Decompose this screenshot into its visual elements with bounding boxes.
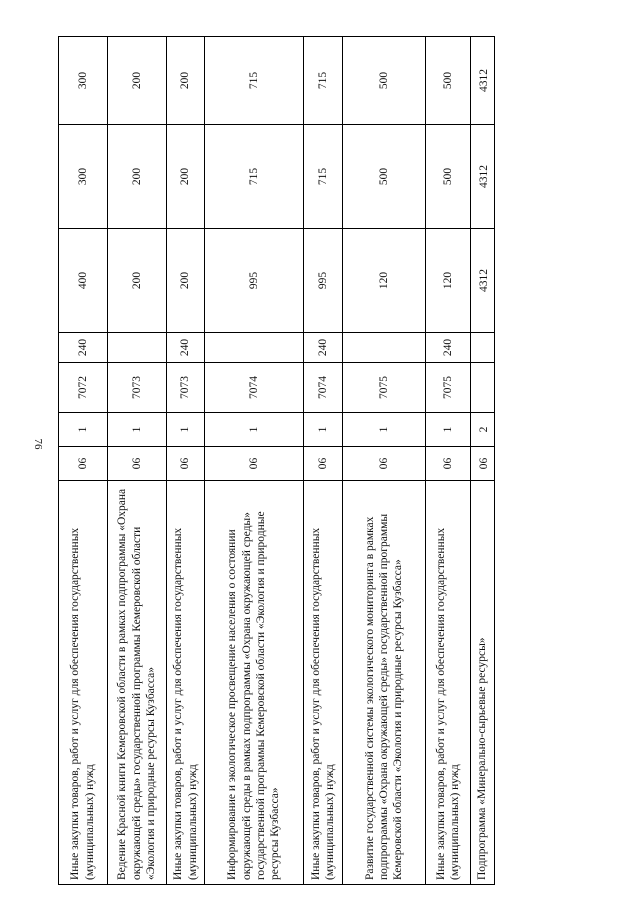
table-row bbox=[107, 37, 166, 885]
expense-type-code bbox=[343, 333, 426, 363]
table-row bbox=[303, 37, 342, 885]
subsection-code: 1 bbox=[343, 413, 426, 447]
amount-1: 120 bbox=[426, 229, 471, 333]
section-code: 06 bbox=[470, 447, 494, 481]
table-row bbox=[59, 37, 108, 885]
target-article-code bbox=[470, 363, 494, 413]
expense-type-code bbox=[107, 333, 166, 363]
amount-3: 4312 bbox=[470, 37, 494, 125]
subsection-code: 1 bbox=[166, 413, 204, 447]
target-article-code: 7072 bbox=[59, 363, 108, 413]
amount-2: 715 bbox=[303, 125, 342, 229]
expense-type-code bbox=[470, 333, 494, 363]
amount-1: 995 bbox=[205, 229, 304, 333]
subsection-code: 1 bbox=[426, 413, 471, 447]
expense-type-code: 240 bbox=[426, 333, 471, 363]
table-row bbox=[426, 37, 471, 885]
subsection-code: 1 bbox=[59, 413, 108, 447]
table-row bbox=[470, 37, 494, 885]
amount-2: 715 bbox=[205, 125, 304, 229]
row-name: Иные закупки товаров, работ и услуг для обеспечения государственных (муниципальных) нужд bbox=[303, 481, 342, 885]
amount-2: 200 bbox=[107, 125, 166, 229]
expense-type-code: 240 bbox=[59, 333, 108, 363]
amount-3: 200 bbox=[107, 37, 166, 125]
amount-1: 200 bbox=[166, 229, 204, 333]
amount-3: 300 bbox=[59, 37, 108, 125]
target-article-code: 7075 bbox=[426, 363, 471, 413]
table-row bbox=[343, 37, 426, 885]
page-number: 76 bbox=[32, 438, 44, 450]
section-code: 06 bbox=[303, 447, 342, 481]
section-code: 06 bbox=[107, 447, 166, 481]
amount-3: 715 bbox=[303, 37, 342, 125]
row-name: Развитие государственной системы экологического мониторинга в рамках подпрограммы «Охрана окружающей среды» государственной программы Кемеровской области «Экология и природные ресурсы Кузбасса» bbox=[343, 481, 426, 885]
expense-type-code: 240 bbox=[303, 333, 342, 363]
subsection-code: 1 bbox=[107, 413, 166, 447]
section-code: 06 bbox=[426, 447, 471, 481]
amount-1: 120 bbox=[343, 229, 426, 333]
row-name: Информирование и экологическое просвещение населения о состоянии окружающей среды в рамках подпрограммы «Охрана окружающей среды» государственной программы Кемеровской области «Экология и природные ресурсы Кузбасса» bbox=[205, 481, 304, 885]
subsection-code: 1 bbox=[303, 413, 342, 447]
table-row bbox=[166, 37, 204, 885]
subsection-code: 2 bbox=[470, 413, 494, 447]
section-code: 06 bbox=[166, 447, 204, 481]
row-name: Ведение Красной книги Кемеровской области в рамках подпрограммы «Охрана окружающей среды» государственной программы Кемеровской области «Экология и природные ресурсы Кузбасса» bbox=[107, 481, 166, 885]
target-article-code: 7073 bbox=[107, 363, 166, 413]
amount-3: 500 bbox=[343, 37, 426, 125]
row-name: Иные закупки товаров, работ и услуг для обеспечения государственных (муниципальных) нужд bbox=[59, 481, 108, 885]
amount-3: 500 bbox=[426, 37, 471, 125]
row-name: Подпрограмма «Минерально-сырьевые ресурсы» bbox=[470, 481, 494, 885]
target-article-code: 7073 bbox=[166, 363, 204, 413]
expense-type-code: 240 bbox=[166, 333, 204, 363]
amount-2: 500 bbox=[426, 125, 471, 229]
amount-3: 715 bbox=[205, 37, 304, 125]
table-row bbox=[205, 37, 304, 885]
target-article-code: 7074 bbox=[205, 363, 304, 413]
amount-1: 4312 bbox=[470, 229, 494, 333]
amount-1: 200 bbox=[107, 229, 166, 333]
amount-2: 500 bbox=[343, 125, 426, 229]
amount-3: 200 bbox=[166, 37, 204, 125]
budget-table-container bbox=[58, 37, 495, 885]
amount-2: 300 bbox=[59, 125, 108, 229]
section-code: 06 bbox=[343, 447, 426, 481]
row-name: Иные закупки товаров, работ и услуг для обеспечения государственных (муниципальных) нужд bbox=[166, 481, 204, 885]
target-article-code: 7075 bbox=[343, 363, 426, 413]
amount-1: 995 bbox=[303, 229, 342, 333]
section-code: 06 bbox=[205, 447, 304, 481]
budget-table bbox=[58, 36, 495, 885]
amount-1: 400 bbox=[59, 229, 108, 333]
amount-2: 200 bbox=[166, 125, 204, 229]
expense-type-code bbox=[205, 333, 304, 363]
row-name: Иные закупки товаров, работ и услуг для обеспечения государственных (муниципальных) нужд bbox=[426, 481, 471, 885]
section-code: 06 bbox=[59, 447, 108, 481]
target-article-code: 7074 bbox=[303, 363, 342, 413]
rotated-table-area bbox=[58, 37, 495, 885]
subsection-code: 1 bbox=[205, 413, 304, 447]
amount-2: 4312 bbox=[470, 125, 494, 229]
